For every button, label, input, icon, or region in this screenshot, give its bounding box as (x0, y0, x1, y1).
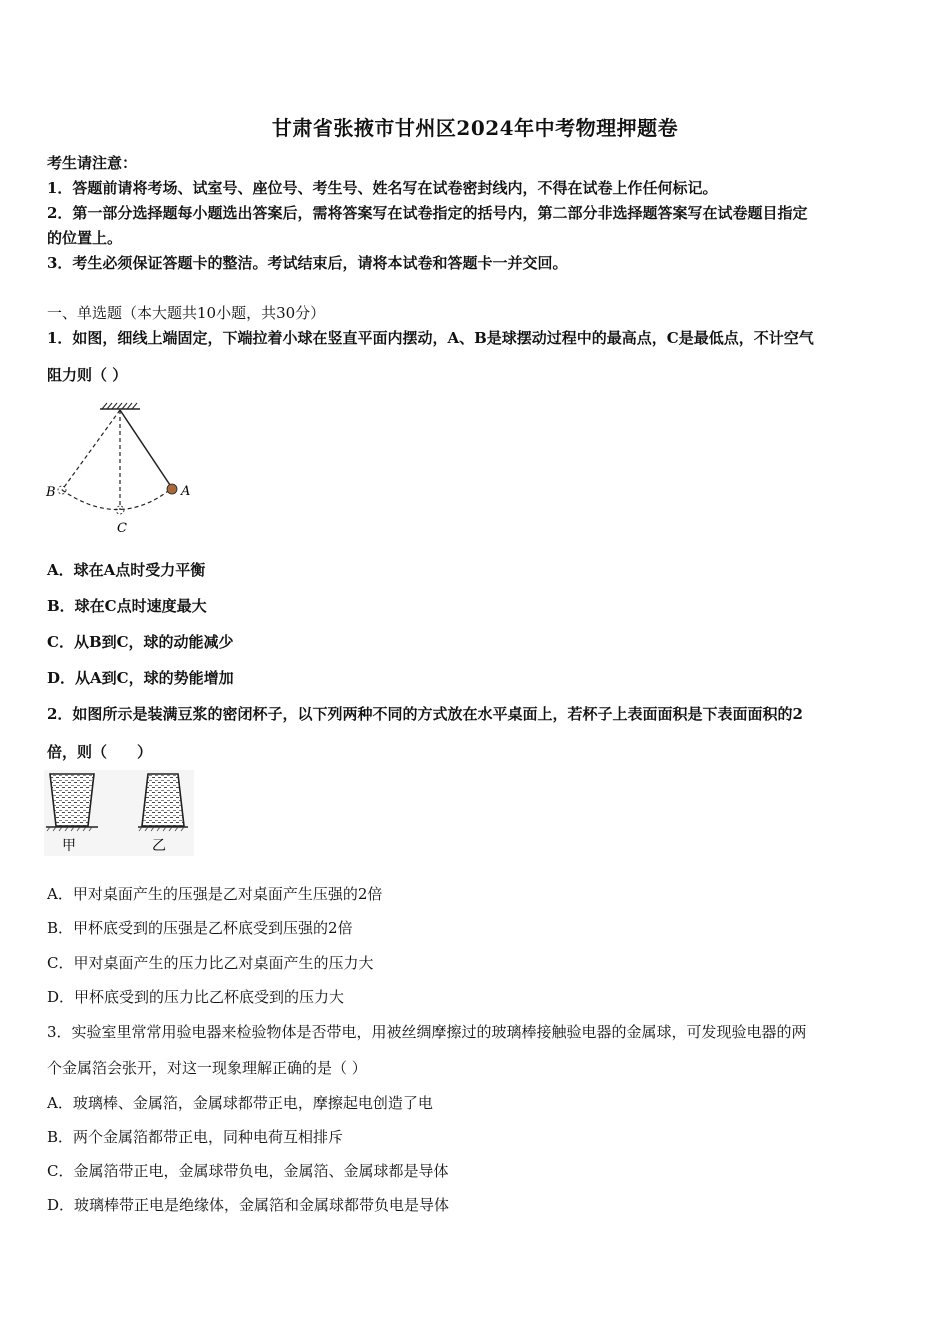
cup-jia (50, 774, 94, 826)
q3-option-b[interactable]: B．两个金属箔都带正电，同种电荷互相排斥 (47, 1128, 344, 1146)
label-a: A (181, 484, 191, 499)
pendulum-figure (44, 402, 204, 542)
page-title: 甘肃省张掖市甘州区2024年中考物理押题卷 (271, 116, 679, 140)
q1-option-a[interactable]: A．球在A点时受力平衡 (47, 561, 206, 579)
label-yi: 乙 (152, 838, 166, 854)
q3-option-c[interactable]: C．金属箔带正电，金属球带负电，金属箔、金属球都是导体 (47, 1162, 449, 1180)
question-1-stem-cont: 阻力则（ ） (47, 366, 128, 384)
q1-option-b[interactable]: B．球在C点时速度最大 (47, 597, 207, 615)
notice-heading: 考生请注意： (47, 154, 138, 172)
q2-option-b[interactable]: B．甲杯底受到的压强是乙杯底受到压强的2倍 (47, 919, 353, 937)
label-c: C (117, 521, 127, 536)
label-jia: 甲 (62, 838, 76, 854)
notice-item: 2．第一部分选择题每小题选出答案后，需将答案写在试卷指定的括号内，第二部分非选择题答案写在试卷题目指定 (47, 204, 808, 222)
ball-icon (167, 484, 177, 494)
question-2-stem-cont: 倍，则（ ） (47, 743, 153, 761)
q3-option-a[interactable]: A．玻璃棒、金属箔，金属球都带正电，摩擦起电创造了电 (47, 1094, 433, 1112)
section-heading: 一、单选题（本大题共10小题，共30分） (47, 304, 326, 322)
label-b: B (46, 485, 56, 500)
question-3-stem-cont: 个金属箔会张开，对这一现象理解正确的是（ ） (47, 1059, 367, 1077)
q2-option-a[interactable]: A．甲对桌面产生的压强是乙对桌面产生压强的2倍 (47, 885, 383, 903)
q2-option-c[interactable]: C．甲对桌面产生的压力比乙对桌面产生的压力大 (47, 954, 374, 972)
question-2-stem: 2．如图所示是装满豆浆的密闭杯子，以下列两种不同的方式放在水平桌面上，若杯子上表面面积是下表面面积的2 (47, 705, 803, 723)
notice-item: 3．考生必须保证答题卡的整洁。考试结束后，请将本试卷和答题卡一并交回。 (47, 254, 568, 272)
cups-figure (44, 770, 194, 856)
q1-option-d[interactable]: D．从A到C，球的势能增加 (47, 669, 234, 687)
notice-item: 的位置上。 (47, 229, 123, 247)
cup-yi (142, 774, 184, 826)
question-3-stem: 3．实验室里常常用验电器来检验物体是否带电，用被丝绸摩擦过的玻璃棒接触验电器的金属球，可发现验电器的两 (47, 1023, 807, 1041)
notice-item: 1．答题前请将考场、试室号、座位号、考生号、姓名写在试卷密封线内，不得在试卷上作任何标记。 (47, 179, 718, 197)
q1-option-c[interactable]: C．从B到C，球的动能减少 (47, 633, 234, 651)
q2-option-d[interactable]: D．甲杯底受到的压力比乙杯底受到的压力大 (47, 988, 345, 1006)
question-1-stem: 1．如图，细线上端固定，下端拉着小球在竖直平面内摆动，A、B是球摆动过程中的最高点，C是最低点，不计空气 (47, 329, 814, 347)
q3-option-d[interactable]: D．玻璃棒带正电是绝缘体，金属箔和金属球都带负电是导体 (47, 1196, 450, 1214)
